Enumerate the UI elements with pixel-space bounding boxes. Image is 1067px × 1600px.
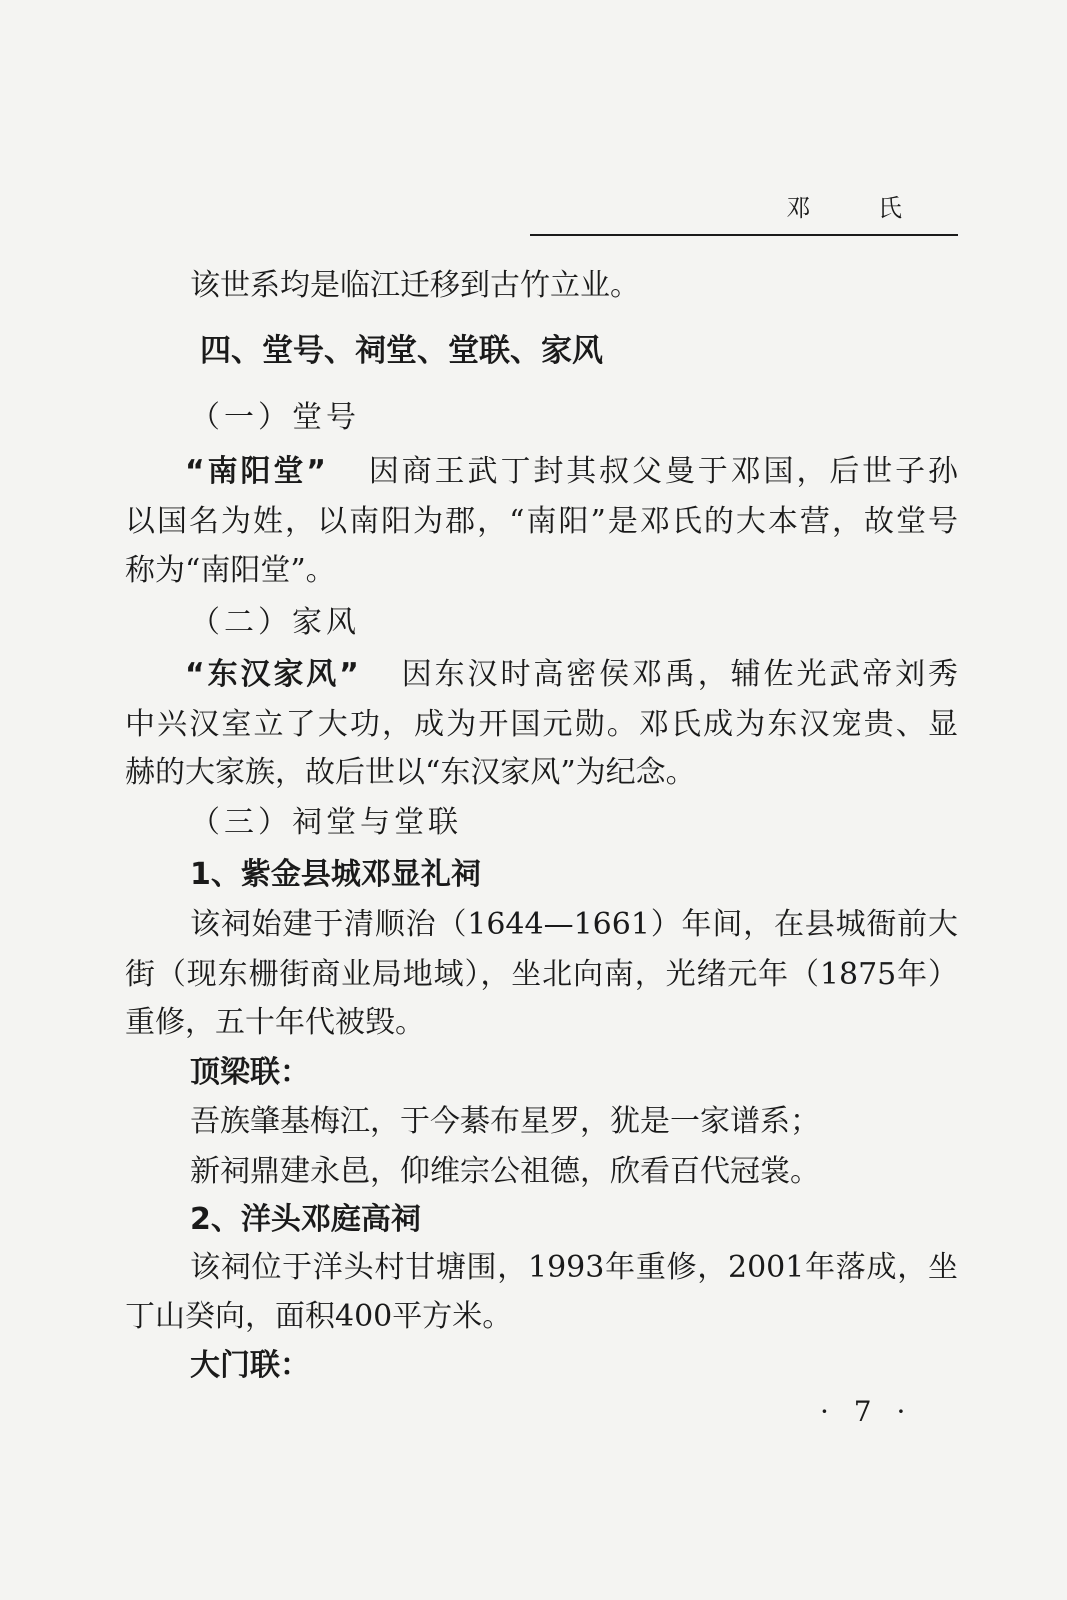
subheading-jiafeng: （二）家风: [190, 605, 360, 640]
paragraph-text: 因商王武丁封其叔父曼于邓国，后世子孙: [366, 454, 959, 489]
couplet-line: 吾族肇基梅江，于今綦布星罗，犹是一家谱系；: [190, 1104, 820, 1139]
paragraph-line: 重修，五十年代被毁。: [125, 1005, 425, 1040]
paragraph-line: [185, 655, 958, 695]
paragraph-line: 中兴汉室立了大功，成为开国元勋。邓氏成为东汉宠贵、显: [125, 707, 958, 742]
paragraph-line: 称为“南阳堂”。: [125, 553, 336, 588]
paragraph-text: 因东汉时高密侯邓禹，辅佐光武帝刘秀: [398, 657, 959, 692]
item-title: 1、紫金县城邓显礼祠: [190, 857, 481, 892]
subheading-citang: （三）祠堂与堂联: [190, 805, 462, 840]
paragraph-line: 丁山癸向，面积400平方米。: [125, 1299, 513, 1334]
couplet-label: 顶梁联：: [190, 1055, 310, 1090]
term-nanyangtang: “南阳堂”: [185, 454, 326, 489]
paragraph-line: 该祠位于洋头村甘塘围，1993年重修，2001年落成，坐: [190, 1250, 958, 1285]
section-heading: 四、堂号、祠堂、堂联、家风: [200, 333, 603, 369]
couplet-line: 新祠鼎建永邑，仰维宗公祖德，欣看百代冠裳。: [190, 1154, 820, 1189]
page-header: [530, 188, 958, 238]
term-donghanjiafeng: “东汉家风”: [185, 657, 359, 692]
subheading-tanghao: （一）堂号: [190, 400, 360, 435]
paragraph-line: 以国名为姓，以南阳为郡，“南阳”是邓氏的大本营，故堂号: [125, 504, 958, 539]
couplet-label: 大门联：: [190, 1348, 310, 1383]
paragraph-line: 街（现东栅街商业局地域），坐北向南，光绪元年（1875年）: [125, 957, 958, 992]
item-title: 2、洋头邓庭高祠: [190, 1202, 421, 1237]
page-number: · 7 ·: [820, 1395, 914, 1428]
text-line: 该世系均是临江迁移到古竹立业。: [190, 268, 640, 303]
paragraph-line: 赫的大家族，故后世以“东汉家风”为纪念。: [125, 755, 696, 790]
running-head: 邓 氏: [786, 194, 932, 222]
header-rule: [530, 234, 958, 236]
paragraph-line: [185, 452, 958, 492]
paragraph-line: 该祠始建于清顺治（1644—1661）年间，在县城衙前大: [190, 907, 958, 942]
